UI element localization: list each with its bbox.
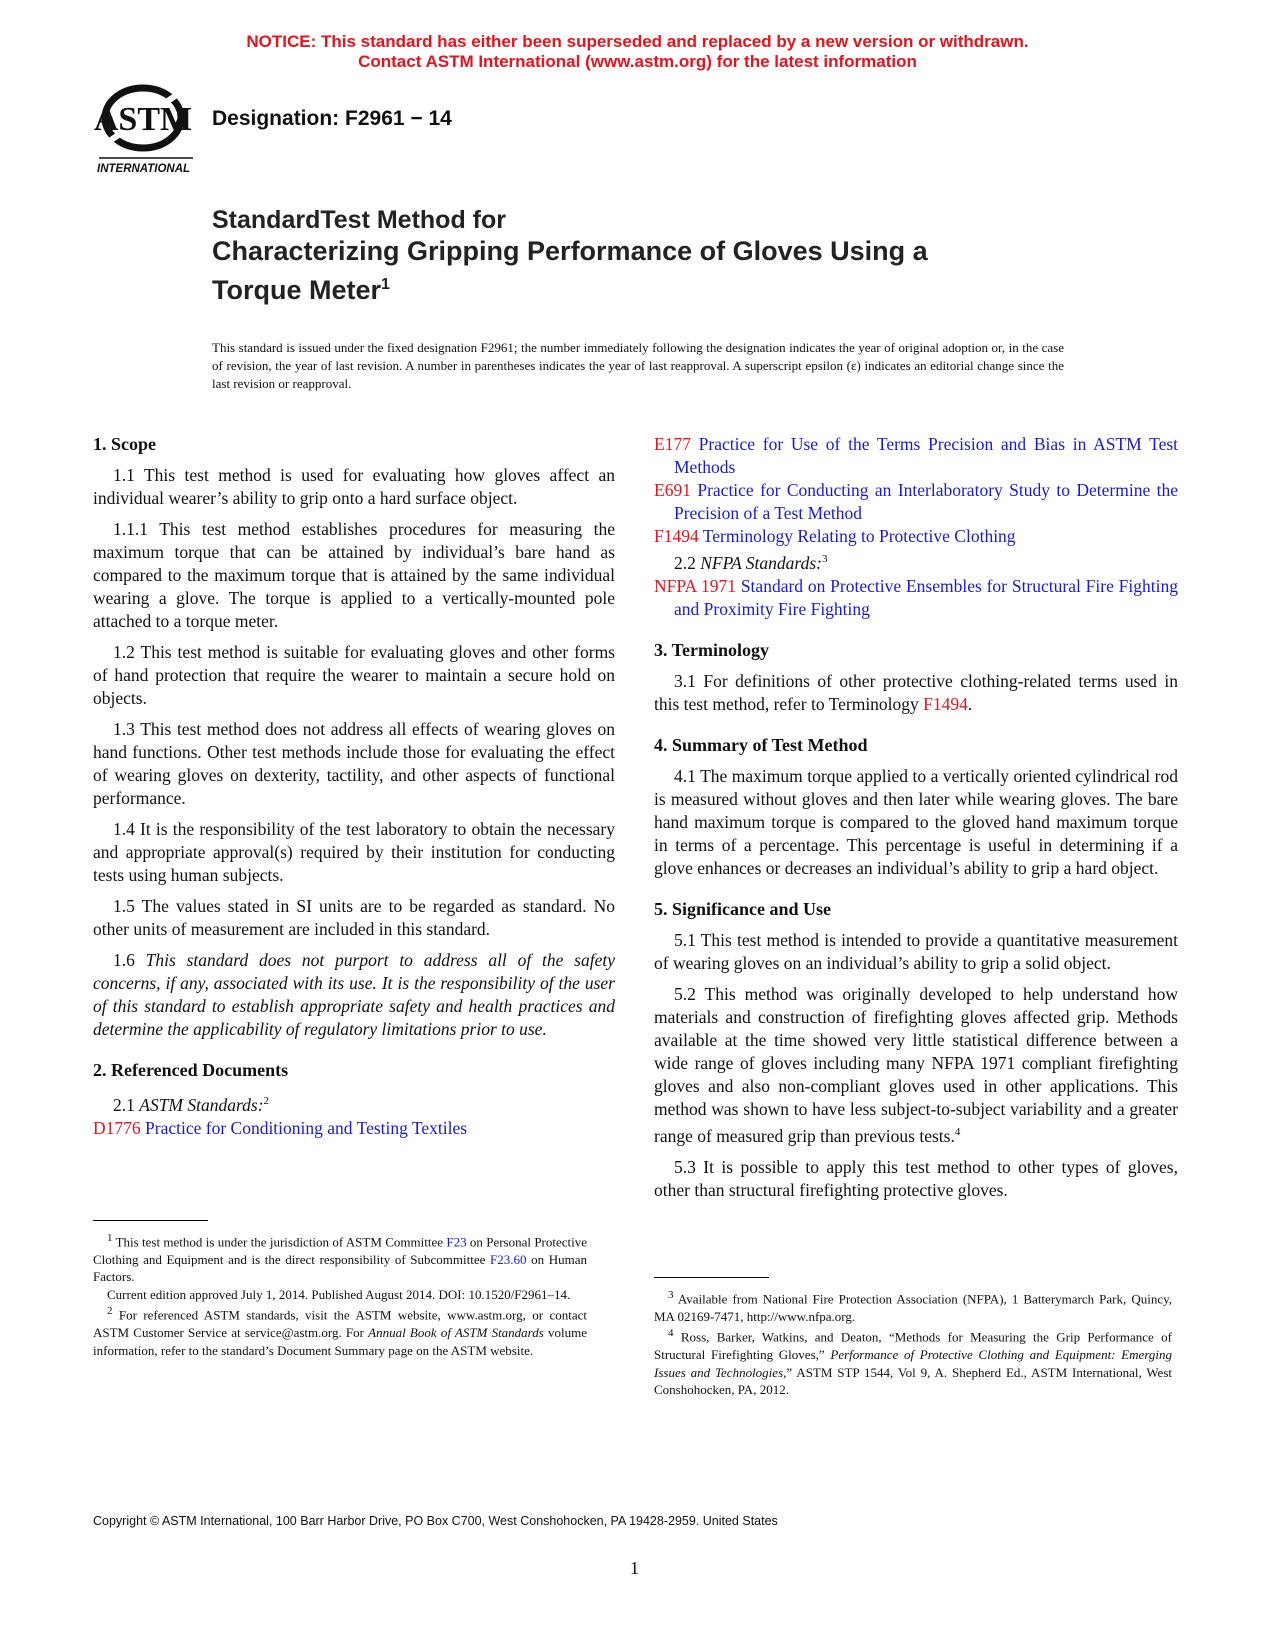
- paragraph-5-3: 5.3 It is possible to apply this test method to other types of gloves, other than structural firefighting protective gloves.: [654, 1156, 1178, 1200]
- paragraph-3-1: 3.1 For definitions of other protective clothing-related terms used in this test method, refer to Terminology F1494.: [654, 670, 1178, 714]
- paragraph-1-5: 1.5 The values stated in SI units are to be regarded as standard. No other units of measurement are included in this standard.: [93, 896, 615, 939]
- logo-text: INTERNATIONAL: [97, 163, 191, 175]
- footnote-4: $^4$ Ross, Barker, Watkins, and Deaton, “Methods for Measuring the Grip Performance of Structural Firefighting Gloves,” Performance of Protective Clothing and Equipment: Emerging Issues and Technologies,” ASTM STP 1544, Vol 9, A. Shepherd Ed., ASTM International, West Conshohocken, PA, 2012.: [654, 1327, 1173, 1398]
- reference-f1494[interactable]: F1494 Terminology Relating to Protective Clothing: [654, 526, 1016, 546]
- section-heading-terminology: 3. Terminology: [654, 639, 770, 660]
- section-heading-significance: 5. Significance and Use: [654, 898, 832, 919]
- paragraph-5-1: 5.1 This test method is intended to provide a quantitative measurement of wearing gloves on an individual’s ability to grip a solid object.: [654, 929, 1178, 973]
- svg-text:ASTM: ASTM: [93, 101, 193, 138]
- notice-line-2: Contact ASTM International (www.astm.org) for the latest information: [358, 52, 917, 71]
- reference-e691[interactable]: E691 Practice for Conducting an Interlaboratory Study to Determine the Precision of a Test Method: [654, 480, 1178, 523]
- footnote-3: $^3$ Available from National Fire Protection Association (NFPA), 1 Batterymarch Park, Quincy, MA 02169-7471, http://www.nfpa.org.: [654, 1289, 1172, 1324]
- section-heading-summary: 4. Summary of Test Method: [654, 734, 868, 755]
- notice-line-1: NOTICE: This standard has either been superseded and replaced by a new version or withdrawn.: [246, 32, 1029, 51]
- left-column: [93, 433, 615, 1140]
- footnote-current-edition: Current edition approved July 1, 2014. Published August 2014. DOI: 10.1520/F2961–14.: [107, 1286, 571, 1302]
- footnote-2: $^2$ For referenced ASTM standards, visit the ASTM website, www.astm.org, or contact ASTM Customer Service at service@astm.org. For Annual Book of ASTM Standards volume information, refer to the standard’s Document Summary page on the ASTM website.: [93, 1305, 588, 1358]
- astm-standards-label: 2.1 ASTM Standards:$^2$: [113, 1094, 270, 1115]
- footnotes-left: [93, 1230, 587, 1359]
- footnote-1: $^1$ This test method is under the jurisdiction of ASTM Committee F23 on Personal Protective Clothing and Equipment and is the direct responsibility of Subcommittee F23.60 on Human Factors.: [93, 1232, 588, 1285]
- reference-e177[interactable]: E177 Practice for Use of the Terms Precision and Bias in ASTM Test Methods: [654, 434, 1179, 477]
- paragraph-1-6: 1.6 This standard does not purport to address all of the safety concerns, if any, associated with its use. It is the responsibility of the user of this standard to establish appropriate safety and health practices and determine the applicability of regulatory limitations prior to use.: [93, 950, 615, 1039]
- paragraph-1-2: 1.2 This test method is suitable for evaluating gloves and other forms of hand protection that require the wearer to maintain a secure hold on objects.: [93, 642, 615, 708]
- title-line-1: StandardTest Method for: [212, 206, 506, 234]
- reference-nfpa-1971[interactable]: NFPA 1971 Standard on Protective Ensembles for Structural Fire Fighting and Proximity Fire Fighting: [654, 575, 1178, 619]
- paragraph-4-1: 4.1 The maximum torque applied to a vertically oriented cylindrical rod is measured without gloves and then later while wearing gloves. The bare hand maximum torque is compared to the gloved hand maximum torque in terms of a percentage. This percentage is useful in determining if a glove enhances or decreases an individual’s ability to grip a hard object.: [654, 765, 1178, 878]
- section-heading-scope: 1. Scope: [93, 434, 156, 454]
- paragraph-1-1: 1.1 This test method is used for evaluating how gloves affect an individual wearer’s ability to grip onto a hard surface object.: [93, 465, 615, 508]
- paragraph-5-2: 5.2 This method was originally developed to help understand how materials and construction of firefighting gloves affected grip. Methods available at the time showed very little statistical difference between a wide range of gloves including many NFPA 1971 compliant firefighting gloves and also non-compliant gloves used in other applications. This method was shown to have less subject-to-subject variability and a greater range of measured grip than previous tests.$^4$: [654, 983, 1178, 1146]
- paragraph-1-4: 1.4 It is the responsibility of the test laboratory to obtain the necessary and appropriate approval(s) required by their institution for conducting tests using human subjects.: [93, 819, 615, 885]
- page-number: 1: [630, 1558, 639, 1578]
- f23-link[interactable]: F23: [446, 1234, 467, 1250]
- reference-d1776[interactable]: D1776 Practice for Conditioning and Testing Textiles: [93, 1117, 468, 1138]
- issuance-note: This standard is issued under the fixed designation F2961; the number immediately following the designation indicates the year of original adoption or, in the case of revision, the year of last revision. A number in parentheses indicates the year of last reapproval. A superscript epsilon (ε) indicates an editorial change since the last revision or reapproval.: [212, 340, 1064, 391]
- withdrawn-notice: [0, 32, 1275, 72]
- nfpa-standards-label: 2.2 NFPA Standards:$^3$: [674, 552, 828, 573]
- right-column: [654, 433, 1178, 1210]
- title-footnote-mark: 1: [381, 276, 390, 293]
- paragraph-1-1-1: 1.1.1 This test method establishes procedures for measuring the maximum torque that can be attained by individual’s bare hand as compared to the maximum torque that is attained by the same individual wearing a glove. The torque is applied to a vertically-mounted pole attached to a torque meter.: [93, 519, 615, 631]
- f1494-link[interactable]: F1494: [923, 693, 968, 714]
- footnotes-right: [654, 1287, 1172, 1399]
- section-heading-referenced-documents: 2. Referenced Documents: [93, 1060, 289, 1080]
- title-line-2: Characterizing Gripping Performance of Gloves Using a Torque Meter: [212, 236, 928, 305]
- copyright-line: Copyright © ASTM International, 100 Barr Harbor Drive, PO Box C700, West Conshohocken, PA 19428-2959. United States: [93, 1514, 778, 1528]
- f23-60-link[interactable]: F23.60: [490, 1251, 527, 1267]
- astm-logo: [93, 82, 199, 178]
- paragraph-1-3: 1.3 This test method does not address all effects of wearing gloves on hand functions. Other test methods include those for evaluating the effect of wearing gloves on dexterity, tactility, and other aspects of functional performance.: [93, 719, 615, 808]
- footnote-divider-right: [654, 1277, 769, 1278]
- designation: Designation: F2961 − 14: [212, 107, 452, 130]
- document-title: [212, 205, 1012, 307]
- footnote-divider-left: [93, 1220, 208, 1221]
